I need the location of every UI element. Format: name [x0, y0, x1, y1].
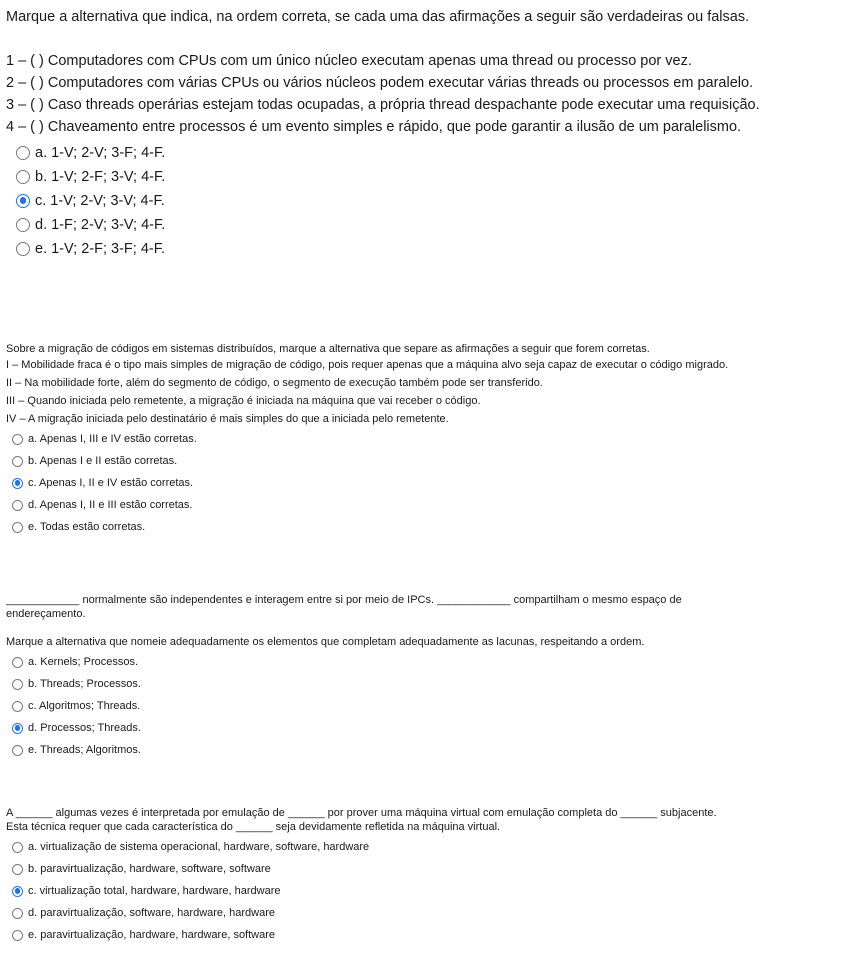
radio-button[interactable] — [12, 456, 23, 467]
option-c[interactable] — [6, 695, 845, 717]
option-e[interactable] — [6, 516, 845, 538]
statement: II – Na mobilidade forte, além do segmento de código, o segmento de execução também pode ser transferido. — [6, 377, 543, 389]
statement: 2 – ( ) Computadores com várias CPUs ou vários núcleos podem executar várias threads ou processos em paralelo. — [6, 75, 754, 91]
option-e[interactable] — [6, 924, 845, 946]
question-2-stem: Sobre a migração de códigos em sistemas distribuídos, marque a alternativa que separe as afirmações a seguir que forem corretas. — [6, 343, 650, 355]
option-label: d. 1-F; 2-V; 3-V; 4-F. — [35, 216, 166, 233]
option-a[interactable] — [6, 651, 845, 673]
statement: III – Quando iniciada pelo remetente, a migração é iniciada na máquina que vai receber o código. — [6, 395, 481, 407]
option-label: d. Apenas I, II e III estão corretas. — [28, 499, 193, 511]
option-label: a. Apenas I, III e IV estão corretas. — [28, 433, 197, 445]
radio-button[interactable] — [12, 701, 23, 712]
statement: 1 – ( ) Computadores com CPUs com um único núcleo executam apenas uma thread ou processo por vez. — [6, 53, 692, 69]
answer-options — [6, 428, 845, 538]
radio-button-selected[interactable] — [12, 723, 23, 734]
radio-button-selected[interactable] — [12, 886, 23, 897]
radio-button[interactable] — [12, 657, 23, 668]
fill-in-text: Esta técnica requer que cada característica do ______ seja devidamente refletida na máquina virtual. — [6, 821, 501, 833]
option-label: d. paravirtualização, software, hardware, hardware — [28, 907, 276, 919]
option-label: e. Threads; Algoritmos. — [28, 744, 141, 756]
option-b[interactable] — [6, 165, 845, 188]
option-a[interactable] — [6, 836, 845, 858]
radio-button-selected[interactable] — [16, 194, 30, 208]
option-c[interactable] — [6, 880, 845, 902]
statement: 4 – ( ) Chaveamento entre processos é um evento simples e rápido, que pode garantir a ilusão de um paralelismo. — [6, 119, 742, 135]
option-label: a. Kernels; Processos. — [28, 656, 139, 668]
question-1-stem: Marque a alternativa que indica, na ordem correta, se cada uma das afirmações a seguir são verdadeiras ou falsas. — [6, 9, 750, 25]
option-label: e. 1-V; 2-F; 3-F; 4-F. — [35, 240, 165, 257]
option-c[interactable] — [6, 189, 845, 212]
radio-button[interactable] — [12, 864, 23, 875]
radio-button[interactable] — [12, 745, 23, 756]
option-label: a. virtualização de sistema operacional, hardware, software, hardware — [28, 841, 370, 853]
option-d[interactable] — [6, 213, 845, 236]
option-label: b. Threads; Processos. — [28, 678, 141, 690]
radio-button[interactable] — [12, 908, 23, 919]
question-3-stem: Marque a alternativa que nomeie adequadamente os elementos que completam adequadamente as lacunas, respeitando a ordem. — [6, 636, 645, 648]
option-label: e. paravirtualização, hardware, hardware, software — [28, 929, 276, 941]
option-b[interactable] — [6, 858, 845, 880]
question-4 — [6, 806, 845, 946]
option-label: a. 1-V; 2-V; 3-F; 4-F. — [35, 144, 166, 161]
option-c[interactable] — [6, 472, 845, 494]
radio-button[interactable] — [16, 146, 30, 160]
question-1 — [6, 6, 845, 260]
radio-button[interactable] — [16, 218, 30, 232]
option-d[interactable] — [6, 902, 845, 924]
fill-in-text: A ______ algumas vezes é interpretada por emulação de ______ por prover uma máquina virtual com emulação completa do ______ subjacente. — [6, 807, 717, 819]
radio-button-selected[interactable] — [12, 478, 23, 489]
answer-options — [6, 141, 845, 260]
option-label: c. virtualização total, hardware, hardware, hardware — [28, 885, 281, 897]
question-3 — [6, 593, 845, 761]
radio-button[interactable] — [12, 930, 23, 941]
option-label: c. Algoritmos; Threads. — [28, 700, 141, 712]
option-label: e. Todas estão corretas. — [28, 521, 146, 533]
statement: 3 – ( ) Caso threads operárias estejam todas ocupadas, a própria thread despachante pode executar uma requisição. — [6, 97, 760, 113]
radio-button[interactable] — [12, 434, 23, 445]
fill-in-text: ____________ normalmente são independentes e interagem entre si por meio de IPCs. ____________ compartilham o mesmo espaço de — [6, 594, 682, 606]
option-label: c. 1-V; 2-V; 3-V; 4-F. — [35, 192, 165, 209]
option-b[interactable] — [6, 673, 845, 695]
option-a[interactable] — [6, 141, 845, 164]
answer-options — [6, 836, 845, 946]
option-e[interactable] — [6, 237, 845, 260]
statement: I – Mobilidade fraca é o tipo mais simples de migração de código, pois requer apenas que a máquina alvo seja capaz de executar o código migrado. — [6, 359, 729, 371]
answer-options — [6, 651, 845, 761]
option-label: d. Processos; Threads. — [28, 722, 141, 734]
radio-button[interactable] — [16, 242, 30, 256]
radio-button[interactable] — [12, 522, 23, 533]
radio-button[interactable] — [12, 500, 23, 511]
option-label: b. paravirtualização, hardware, software, software — [28, 863, 271, 875]
option-label: b. 1-V; 2-F; 3-V; 4-F. — [35, 168, 166, 185]
option-e[interactable] — [6, 739, 845, 761]
option-d[interactable] — [6, 717, 845, 739]
radio-button[interactable] — [16, 170, 30, 184]
option-label: b. Apenas I e II estão corretas. — [28, 455, 178, 467]
option-label: c. Apenas I, II e IV estão corretas. — [28, 477, 194, 489]
statement: IV – A migração iniciada pelo destinatário é mais simples do que a iniciada pelo remetente. — [6, 413, 449, 425]
option-a[interactable] — [6, 428, 845, 450]
radio-button[interactable] — [12, 679, 23, 690]
option-b[interactable] — [6, 450, 845, 472]
question-2 — [6, 342, 845, 538]
fill-in-text: endereçamento. — [6, 608, 86, 620]
radio-button[interactable] — [12, 842, 23, 853]
option-d[interactable] — [6, 494, 845, 516]
